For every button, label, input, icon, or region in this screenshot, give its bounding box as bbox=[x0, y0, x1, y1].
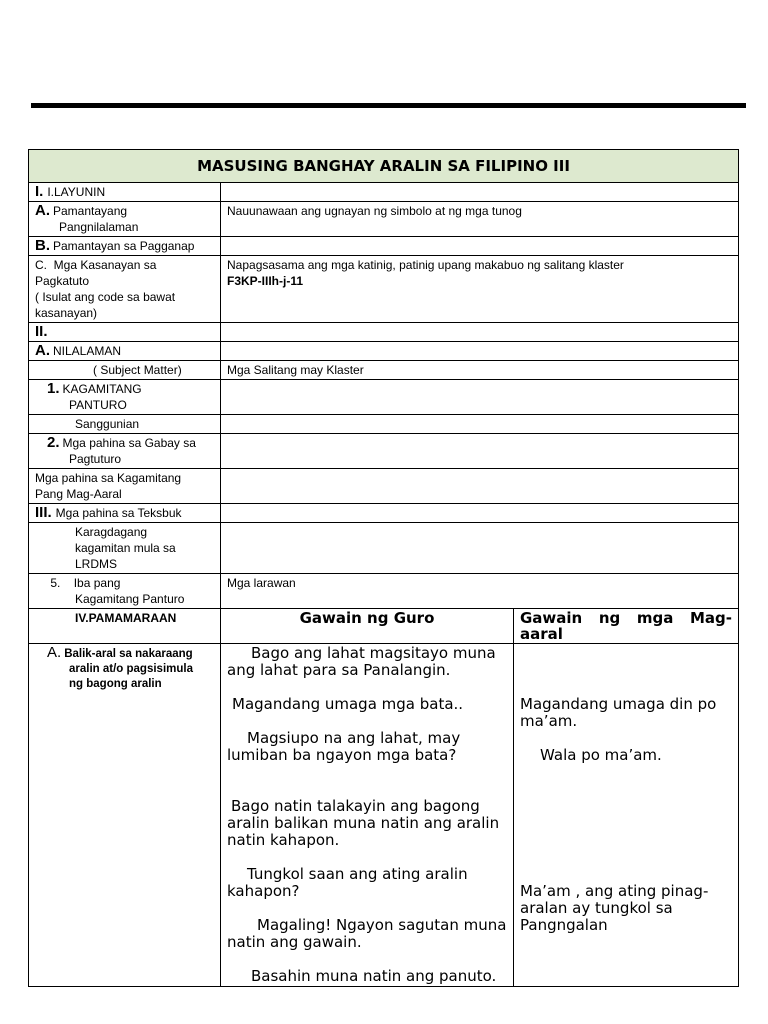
guro-line: Bago ang lahat magsitayo muna ang lahat para sa Panalangin. bbox=[227, 644, 496, 679]
label-karagdagang: Karagdagang kagamitan mula sa LRDMS bbox=[29, 523, 221, 574]
row-iba-pang bbox=[29, 574, 739, 609]
value-layunin bbox=[221, 183, 739, 202]
value-iba-pang: Mga larawan bbox=[221, 574, 739, 609]
row-kagamitang-magaaral bbox=[29, 469, 739, 504]
guro-line: Magaling! Ngayon sagutan muna natin ang gawain. bbox=[227, 916, 507, 951]
header-gawain-guro: Gawain ng Guro bbox=[221, 609, 514, 644]
row-nilalaman bbox=[29, 342, 739, 361]
label-kagamitang: 1. KAGAMITANG PANTURO bbox=[29, 380, 221, 415]
title-row bbox=[29, 150, 739, 183]
guro-activities bbox=[221, 644, 514, 987]
magaaral-line: Wala po ma’am. bbox=[540, 746, 662, 764]
label-kasanayan: C. Mga Kasanayan sa Pagkatuto ( Isulat ang code sa bawat kasanayan) bbox=[29, 256, 221, 323]
guro-line: Basahin muna natin ang panuto. bbox=[251, 967, 497, 985]
row-gabay bbox=[29, 434, 739, 469]
row-kasanayan bbox=[29, 256, 739, 323]
row-pamantayang-pangnilalaman bbox=[29, 202, 739, 237]
row-pamamaraan-header bbox=[29, 609, 739, 644]
competency-code: F3KP-IIIh-j-11 bbox=[227, 274, 304, 288]
row-kagamitang bbox=[29, 380, 739, 415]
label-subject-matter: ( Subject Matter) bbox=[29, 361, 221, 380]
document-title: MASUSING BANGHAY ARALIN SA FILIPINO III bbox=[29, 150, 739, 183]
value-subject-matter: Mga Salitang may Klaster bbox=[221, 361, 739, 380]
label-gabay: 2. Mga pahina sa Gabay sa Pagtuturo bbox=[29, 434, 221, 469]
value-pamantayang-pangnilalaman: Nauunawaan ang ugnayan ng simbolo at ng mga tunog bbox=[221, 202, 739, 237]
guro-line: Tungkol saan ang ating aralin kahapon? bbox=[227, 865, 468, 900]
row-balik-aral bbox=[29, 644, 739, 987]
guro-line: Bago natin talakayin ang bagong aralin balikan muna natin ang aralin natin kahapon. bbox=[227, 797, 500, 849]
magaaral-line: Magandang umaga din po ma’am. bbox=[520, 695, 717, 730]
row-subject-matter bbox=[29, 361, 739, 380]
label-teksbuk: III. Mga pahina sa Teksbuk bbox=[29, 504, 221, 523]
label-pamamaraan: IV.PAMAMARAAN bbox=[29, 609, 221, 644]
value-pamantayan-pagganap bbox=[221, 237, 739, 256]
header-gawain-magaaral: Gawain ng mga Mag- aaral bbox=[514, 609, 739, 644]
magaaral-activities bbox=[514, 644, 739, 987]
label-balik-aral: A. Balik-aral sa nakaraang aralin at/o pagsisimula ng bagong aralin bbox=[29, 644, 221, 987]
label-ii: II. bbox=[29, 323, 221, 342]
row-number: I. bbox=[35, 183, 44, 200]
row-ii bbox=[29, 323, 739, 342]
row-pamantayan-pagganap bbox=[29, 237, 739, 256]
label-layunin: I. I.LAYUNIN bbox=[29, 183, 221, 202]
label-nilalaman: A. NILALAMAN bbox=[29, 342, 221, 361]
guro-line: Magsiupo na ang lahat, may lumiban ba ngayon mga bata? bbox=[227, 729, 461, 764]
magaaral-line: Ma’am , ang ating pinag-aralan ay tungkol sa Pangngalan bbox=[520, 882, 709, 934]
row-sanggunian bbox=[29, 415, 739, 434]
value-kasanayan: Napagsasama ang mga katinig, patinig upang makabuo ng salitang klaster F3KP-IIIh-j-11 bbox=[221, 256, 739, 323]
row-layunin bbox=[29, 183, 739, 202]
lesson-plan-table bbox=[28, 149, 739, 987]
label-kagamitang-magaaral: Mga pahina sa Kagamitang Pang Mag-Aaral bbox=[29, 469, 221, 504]
label-pamantayang-pangnilalaman: A. Pamantayang Pangnilalaman bbox=[29, 202, 221, 237]
header-rule bbox=[31, 103, 746, 108]
guro-line: Magandang umaga mga bata.. bbox=[232, 695, 464, 713]
row-karagdagang bbox=[29, 523, 739, 574]
label-sanggunian: Sanggunian bbox=[29, 415, 221, 434]
row-teksbuk bbox=[29, 504, 739, 523]
label-iba-pang: 5. Iba pang Kagamitang Panturo bbox=[29, 574, 221, 609]
label-pamantayan-pagganap: B. Pamantayan sa Pagganap bbox=[29, 237, 221, 256]
